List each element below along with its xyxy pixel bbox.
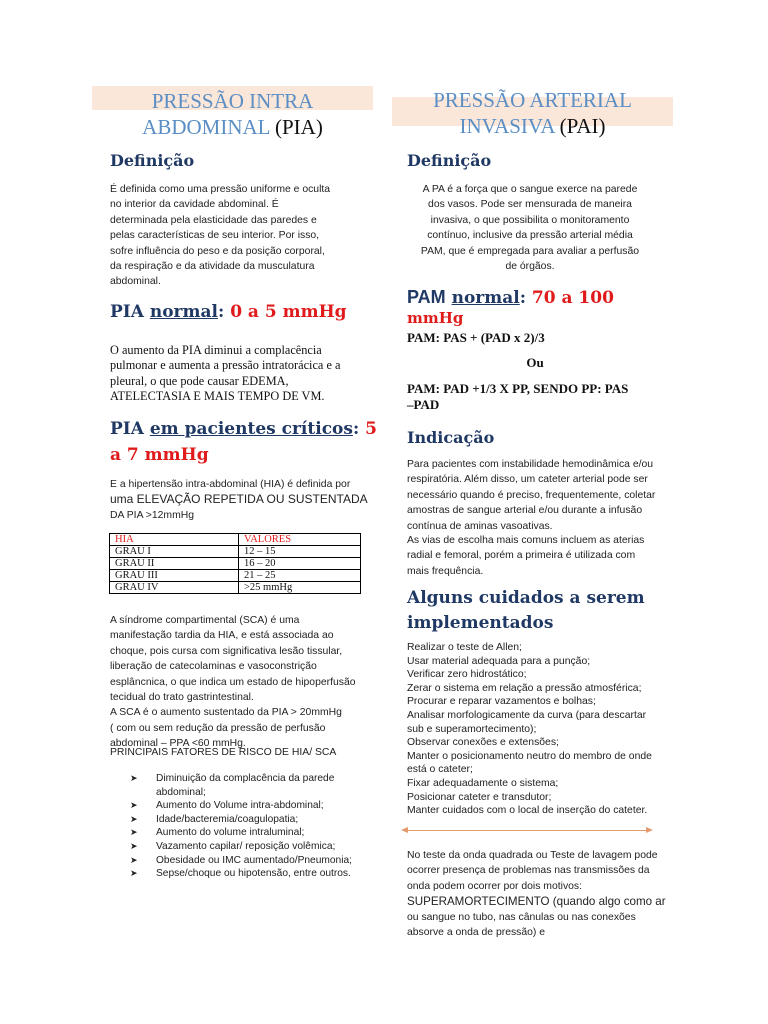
table-cell: GRAU IV bbox=[110, 582, 239, 594]
list-item: ➤ Diminuição da complacência da parede abdominal; bbox=[130, 772, 370, 799]
table-cell: >25 mmHg bbox=[239, 582, 361, 594]
table-cell: 21 – 25 bbox=[239, 570, 361, 582]
left-title-line2: ABDOMINAL (PIA) bbox=[142, 115, 323, 139]
left-title bbox=[92, 88, 373, 140]
indicacao-text: Para pacientes com instabilidade hemodinâmica e/ou respiratória. Além disso, um cateter arterial pode ser necessário quando é preciso, frequentemente, coletar amostras de sangue arterial e/ou durante a infusão contínua de aminas vasoativas. bbox=[407, 459, 656, 532]
pia-normal-heading: PIA normal: 0 a 5 mmHg bbox=[110, 302, 347, 322]
table-cell: GRAU III bbox=[110, 570, 239, 582]
table-cell: 12 – 15 bbox=[239, 546, 361, 558]
pam-normal-heading: PAM normal: 70 a 100 mmHg bbox=[407, 287, 614, 327]
list-item: Fixar adequadamente o sistema; bbox=[407, 777, 559, 789]
list-item: ➤ Vazamento capilar/ reposição volêmica; bbox=[130, 840, 370, 854]
teste-text: No teste da onda quadrada ou Teste de lavagem pode ocorrer presença de problemas nas transmissões da onda podem ocorrer por dois motivos: SUPERAMORTECIMENTO (quando algo como ar ou sangue no tubo, nas cânulas ou nas conexões absorve a onda de pressão) e bbox=[407, 850, 666, 939]
left-definicao-text: É definida como uma pressão uniforme e oculta no interior da cavidade abdominal. É determinada pela elasticidade das paredes e pelas características de seu interior. Por isso, sofre influência do peso e da posição corporal, da respiração e da atividade da musculatura abdominal. bbox=[110, 184, 331, 288]
pia-normal-value: 0 a 5 mmHg bbox=[230, 302, 347, 322]
list-item: ➤ Idade/bacteremia/coagulopatia; bbox=[130, 813, 370, 827]
fatores-list bbox=[130, 772, 370, 881]
list-item: Posicionar cateter e transdutor; bbox=[407, 791, 552, 803]
hia-grade-table bbox=[109, 533, 361, 594]
sca-text: A síndrome compartimental (SCA) é uma manifestação tardia da HIA, e está associada ao choque, pois cursa com significativa lesão tissular, liberação de catecolaminas e vasoconstrição esplâncnica, o que indica um estado de hipoperfusão tecidual do trato gastrintestinal. A SCA é o aumento sustentado da PIA > 20mmHg ( com ou sem redução da pressão de perfusão abdominal – PPA <60 mmHg. bbox=[110, 615, 356, 750]
table-row bbox=[110, 558, 361, 570]
table-header-cell: HIA bbox=[110, 534, 239, 546]
left-title-abbr: (PIA) bbox=[274, 115, 323, 139]
table-header-cell: VALORES bbox=[239, 534, 361, 546]
list-item: Usar material adequada para a punção; bbox=[407, 655, 591, 667]
list-item: ➤ Sepse/choque ou hipotensão, entre outros. bbox=[130, 867, 370, 881]
left-title-line1: PRESSÃO INTRA bbox=[151, 89, 314, 113]
table-cell: GRAU I bbox=[110, 546, 239, 558]
cuidados-heading: Alguns cuidados a serem implementados bbox=[407, 588, 645, 633]
list-item: Realizar o teste de Allen; bbox=[407, 642, 522, 653]
list-item: Observar conexões e extensões; bbox=[407, 737, 559, 749]
table-row bbox=[110, 546, 361, 558]
fatores-heading: PRINCIPAIS FATORES DE RISCO DE HIA/ SCA bbox=[110, 747, 337, 758]
list-item: Manter o posicionamento neutro do membro de onde bbox=[407, 750, 652, 762]
list-item: Zerar o sistema em relação a pressão atmosférica; bbox=[407, 682, 642, 694]
pia-criticos-heading: PIA em pacientes críticos: 5 a 7 mmHg bbox=[110, 419, 378, 465]
indicacao-heading: Indicação bbox=[407, 428, 495, 447]
left-aumento-text: O aumento da PIA diminui a complacência pulmonar e aumenta a pressão intratorácica e a pleural, o que pode causar EDEMA, ATELECTASIA E MAIS TEMPO DE VM. bbox=[110, 343, 341, 404]
ou-label: Ou bbox=[526, 355, 544, 370]
right-title-line1: PRESSÃO ARTERIAL bbox=[433, 88, 632, 112]
table-cell: 16 – 20 bbox=[239, 558, 361, 570]
list-item: sub e superamortecimento); bbox=[407, 723, 537, 735]
left-definicao-heading: Definição bbox=[110, 151, 195, 170]
pam-formula-2: PAM: PAD +1/3 X PP, SENDO PP: PAS –PAD bbox=[407, 381, 629, 412]
table-header-row bbox=[110, 534, 361, 546]
right-title bbox=[392, 87, 673, 139]
pam-formula-1: PAM: PAS + (PAD x 2)/3 bbox=[407, 330, 545, 345]
list-item: está o cateter; bbox=[407, 764, 473, 776]
right-title-line2: INVASIVA (PAI) bbox=[459, 114, 606, 138]
cuidados-list bbox=[407, 641, 677, 818]
list-item: Analisar morfologicamente da curva (para descartar bbox=[407, 709, 647, 721]
list-item: Manter cuidados com o local de inserção do cateter. bbox=[407, 805, 648, 817]
table-cell: GRAU II bbox=[110, 558, 239, 570]
list-item: Procurar e reparar vazamentos e bolhas; bbox=[407, 696, 596, 708]
right-definicao-text: A PA é a força que o sangue exerce na parede dos vasos. Pode ser mensurada de maneira invasiva, o que possibilita o monitoramento contínuo, inclusive da pressão arterial média PAM, que é empregada para avaliar a perfusão de órgãos. bbox=[420, 184, 640, 273]
vias-text: As vias de escolha mais comuns incluem as aterias radial e femoral, porém a primeira é utilizada com mais frequência. bbox=[407, 535, 645, 577]
table-row bbox=[110, 582, 361, 594]
hia-definition-text: E a hipertensão intra-abdominal (HIA) é definida por uma ELEVAÇÃO REPETIDA OU SUSTENTADA DA PIA >12mmHg bbox=[110, 479, 368, 521]
double-arrow-divider bbox=[407, 830, 647, 831]
list-item: Verificar zero hidrostático; bbox=[407, 669, 527, 681]
right-definicao-heading: Definição bbox=[407, 151, 492, 170]
list-item: ➤ Aumento do Volume intra-abdominal; bbox=[130, 799, 370, 813]
list-item: ➤ Obesidade ou IMC aumentado/Pneumonia; bbox=[130, 854, 370, 868]
list-item: ➤ Aumento do volume intraluminal; bbox=[130, 826, 370, 840]
table-row bbox=[110, 570, 361, 582]
right-title-abbr: (PAI) bbox=[559, 114, 606, 138]
